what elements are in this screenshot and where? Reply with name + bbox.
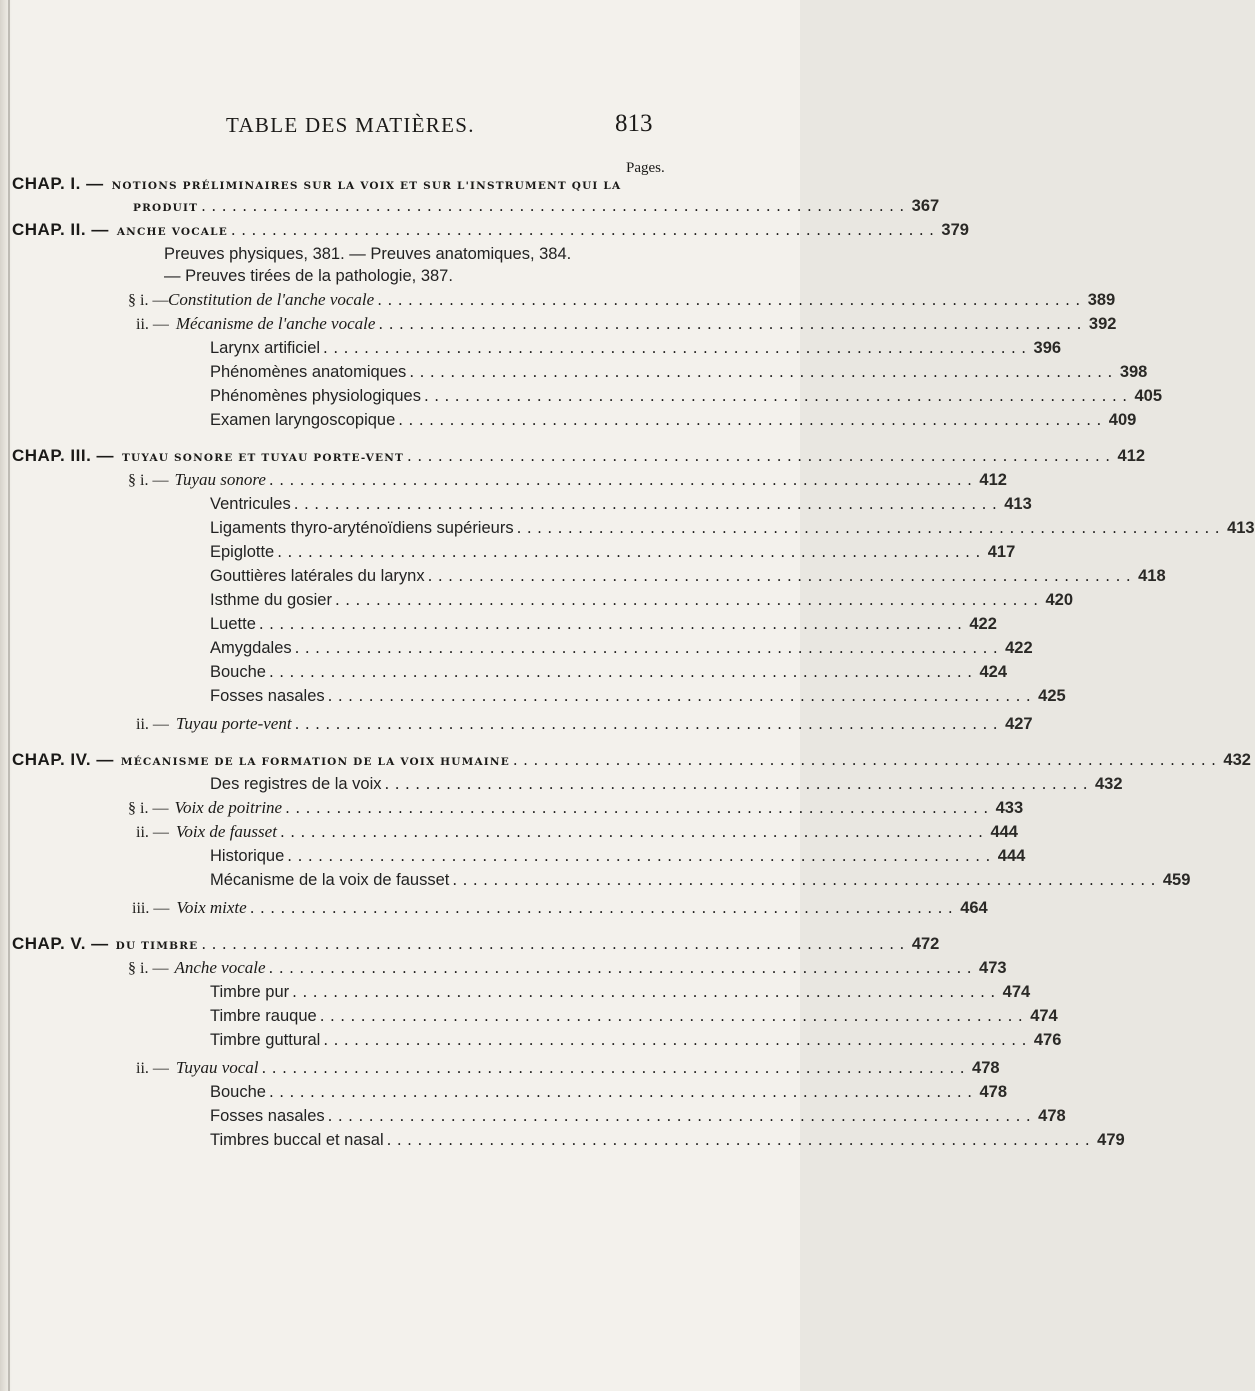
topic-title: Bouche (210, 1083, 266, 1101)
page-ref: 432 (1223, 751, 1251, 769)
page-ref: 413 (1004, 495, 1032, 513)
topic-title: Examen laryngoscopique (210, 411, 396, 429)
dot-leader: ..................................................................... (294, 715, 1004, 733)
page-ref: 424 (979, 663, 1007, 681)
section-title: Voix de fausset (175, 822, 277, 841)
topic-title: Epiglotte (210, 543, 275, 561)
topic-title: Amygdales (210, 639, 292, 657)
topic-title: Bouche (210, 663, 266, 681)
section-title: Tuyau vocal (175, 1058, 259, 1077)
toc-topic (210, 337, 1062, 359)
toc-chapter-1 (12, 173, 620, 195)
section-title: Mécanisme de l'anche vocale (175, 314, 376, 333)
dot-leader: ..................................................................... (294, 639, 1004, 657)
dot-leader: ..................................................................... (427, 567, 1137, 585)
toc-chapter-5 (12, 933, 940, 955)
page-ref: 427 (1005, 715, 1033, 733)
page-ref: 474 (1030, 1007, 1058, 1025)
dot-leader: ..................................................................... (398, 411, 1107, 429)
toc-topic (210, 1005, 1058, 1027)
pages-column-label: Pages. (626, 160, 665, 176)
chapter-title: DU TIMBRE (115, 940, 199, 952)
toc-section (136, 313, 1117, 335)
dot-leader: ..................................................................... (268, 959, 978, 977)
page-ref: 398 (1119, 363, 1148, 381)
dot-leader: ..................................................................... (268, 1083, 978, 1101)
topic-title: Isthme du gosier (210, 591, 332, 609)
dot-leader: ..................................................................... (285, 799, 994, 817)
page-ref: 459 (1162, 871, 1191, 889)
page-ref: 444 (990, 823, 1018, 841)
topic-title: Ligaments thyro-aryténoïdiens supérieurs (210, 519, 514, 537)
topic-title: Mécanisme de la voix de fausset (210, 871, 450, 889)
chapter-title: TUYAU SONORE ET TUYAU PORTE-VENT (122, 452, 405, 464)
toc-section (128, 289, 1116, 311)
topic-title: Luette (210, 615, 256, 633)
dot-leader: ..................................................................... (279, 823, 989, 841)
chapter-title: NOTIONS PRÉLIMINAIRES SUR LA VOIX ET SUR L'INSTRUMENT QUI LA (111, 180, 622, 192)
topic-title: Timbre guttural (210, 1031, 321, 1049)
toc-paragraph-line: Preuves physiques, 381. — Preuves anatomiques, 384. (164, 245, 572, 263)
page-ref: 389 (1087, 291, 1116, 309)
toc-topic (210, 685, 1066, 707)
dot-leader: ..................................................................... (334, 591, 1044, 609)
section-label: § i. — (128, 800, 169, 817)
page-ref: 392 (1088, 315, 1117, 333)
toc-chapter-4 (12, 749, 1251, 771)
toc-topic (210, 773, 1123, 795)
toc-topic (210, 613, 997, 635)
dot-leader: ..................................................................... (327, 687, 1037, 705)
section-label: ii. — (136, 1060, 169, 1077)
page-ref: 418 (1138, 567, 1166, 585)
section-label: § i. — (128, 960, 169, 977)
section-label: § i. — (128, 472, 169, 489)
chapter-label: CHAP. IV. — (12, 750, 114, 769)
chapter-label: CHAP. V. — (12, 934, 109, 953)
dot-leader: ..................................................................... (201, 935, 910, 953)
toc-topic (210, 1105, 1066, 1127)
toc-section (128, 957, 1007, 979)
section-label: iii. — (132, 900, 170, 917)
dot-leader: ..................................................................... (409, 363, 1118, 381)
toc-topic (210, 589, 1074, 611)
page-ref: 478 (1038, 1107, 1066, 1125)
topic-title: Ventricules (210, 495, 291, 513)
page-ref: 444 (997, 847, 1026, 865)
toc-topic (210, 1129, 1125, 1151)
page-ref: 422 (969, 615, 997, 633)
toc-topic (210, 493, 1032, 515)
toc-section (136, 713, 1033, 735)
dot-leader: ..................................................................... (384, 775, 1093, 793)
chapter-label: CHAP. II. — (12, 220, 109, 239)
dot-leader: ..................................................................... (201, 197, 910, 215)
toc-section (136, 821, 1018, 843)
page-ref: 417 (987, 543, 1016, 561)
topic-title: Timbres buccal et nasal (210, 1131, 384, 1149)
topic-title: Timbre pur (210, 983, 290, 1001)
page-ref: 474 (1002, 983, 1031, 1001)
page-ref: 420 (1045, 591, 1074, 609)
page-ref: 412 (1117, 447, 1146, 465)
dot-leader: ..................................................................... (377, 291, 1086, 309)
topic-title: Des registres de la voix (210, 775, 382, 793)
dot-leader: ..................................................................... (378, 315, 1087, 333)
toc-chapter-2 (12, 219, 969, 241)
dot-leader: ..................................................................... (407, 447, 1116, 465)
dot-leader: ..................................................................... (268, 663, 978, 681)
topic-title: Gouttières latérales du larynx (210, 567, 425, 585)
section-title: Tuyau porte-vent (175, 714, 292, 733)
topic-title: Phénomènes physiologiques (210, 387, 421, 405)
page-number: 813 (615, 110, 653, 137)
dot-leader: ..................................................................... (261, 1059, 971, 1077)
dot-leader: ..................................................................... (230, 221, 940, 239)
topic-title: Fosses nasales (210, 1107, 325, 1125)
dot-leader: ..................................................................... (319, 1007, 1029, 1025)
toc-topic (210, 637, 1033, 659)
dot-leader: ..................................................................... (258, 615, 968, 633)
toc-paragraph-line: — Preuves tirées de la pathologie, 387. (164, 267, 453, 285)
section-title: Tuyau sonore (174, 470, 266, 489)
page-ref: 405 (1134, 387, 1163, 405)
toc-topic (210, 661, 1007, 683)
toc-topic (210, 845, 1026, 867)
topic-title: Timbre rauque (210, 1007, 317, 1025)
dot-leader: ..................................................................... (268, 471, 978, 489)
toc-section (128, 469, 1007, 491)
toc-topic (210, 981, 1031, 1003)
page-ref: 472 (911, 935, 940, 953)
page-ref: 413 (1227, 519, 1255, 537)
chapter-label: CHAP. III. — (12, 446, 115, 465)
dot-leader: ..................................................................... (452, 871, 1161, 889)
chapter-title: MÉCANISME DE LA FORMATION DE LA VOIX HUMAINE (120, 756, 510, 768)
dot-leader: ..................................................................... (327, 1107, 1037, 1125)
dot-leader: ..................................................................... (249, 899, 959, 917)
page-ref: 379 (941, 221, 969, 239)
toc-topic (210, 565, 1166, 587)
toc-section (136, 1057, 1000, 1079)
section-label: § i. — (128, 292, 169, 309)
chapter-label: CHAP. I. — (12, 174, 104, 193)
toc-section (132, 897, 988, 919)
page-ref: 412 (979, 471, 1007, 489)
dot-leader: ..................................................................... (277, 543, 986, 561)
topic-title: Fosses nasales (210, 687, 325, 705)
page-ref: 367 (911, 197, 940, 215)
chapter-title: ANCHE VOCALE (116, 226, 228, 238)
dot-leader: ..................................................................... (512, 751, 1222, 769)
dot-leader: ..................................................................... (323, 339, 1032, 357)
page-ref: 473 (979, 959, 1007, 977)
toc-topic (210, 1081, 1007, 1103)
page-ref: 479 (1097, 1131, 1125, 1149)
topic-title: Phénomènes anatomiques (210, 363, 407, 381)
dot-leader: ..................................................................... (423, 387, 1133, 405)
page-ref: 396 (1033, 339, 1062, 357)
section-title: Voix de poitrine (174, 798, 283, 817)
toc-topic (210, 385, 1163, 407)
section-title: Voix mixte (176, 898, 247, 917)
toc-topic (210, 869, 1191, 891)
page-ref: 422 (1005, 639, 1033, 657)
section-label: ii. — (136, 716, 169, 733)
page-ref: 432 (1095, 775, 1123, 793)
toc-topic (210, 1029, 1062, 1051)
dot-leader: ..................................................................... (386, 1131, 1096, 1149)
section-title: Constitution de l'anche vocale (168, 290, 375, 309)
toc-section (128, 797, 1024, 819)
topic-title: Larynx artificiel (210, 339, 321, 357)
toc-topic (210, 517, 1255, 539)
dot-leader: ..................................................................... (293, 495, 1003, 513)
toc-topic (210, 409, 1137, 431)
page-ref: 425 (1038, 687, 1066, 705)
page-ref: 409 (1108, 411, 1137, 429)
toc-chapter-1-continued (133, 195, 940, 217)
section-title: Anche vocale (174, 958, 266, 977)
page-ref: 433 (995, 799, 1024, 817)
toc-topic (210, 541, 1016, 563)
running-title: TABLE DES MATIÈRES. (226, 113, 475, 137)
page-ref: 478 (979, 1083, 1007, 1101)
dot-leader: ..................................................................... (323, 1031, 1032, 1049)
topic-title: Historique (210, 847, 285, 865)
page-ref: 476 (1033, 1031, 1062, 1049)
section-label: ii. — (136, 824, 169, 841)
page-ref: 464 (960, 899, 988, 917)
chapter-title: PRODUIT (133, 202, 199, 214)
page-ref: 478 (972, 1059, 1000, 1077)
toc-topic (210, 361, 1148, 383)
section-label: ii. — (136, 316, 169, 333)
dot-leader: ..................................................................... (292, 983, 1001, 1001)
dot-leader: ..................................................................... (287, 847, 996, 865)
dot-leader: ..................................................................... (516, 519, 1226, 537)
toc-chapter-3 (12, 445, 1146, 467)
